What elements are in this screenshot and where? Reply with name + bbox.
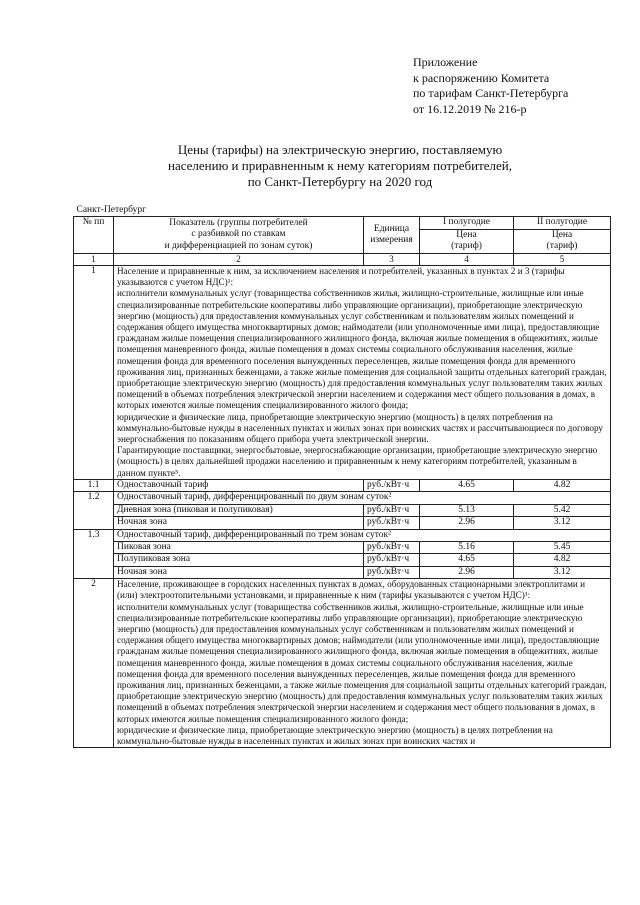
row-unit: руб./кВт·ч [364,554,420,566]
header-tariff-2: (тариф) [514,241,611,253]
row-label: Ночная зона [114,517,364,529]
section-paragraph: юридические и физические лица, приобретающие электрическую энергию (мощность) в целях потребления на коммунально-бытовые нужды в населенных пунктах и жилых зонах при воинских частях и рассчитывающиеся по договору энергоснабжения по показаниям общего прибора учета электрической энергии. [117,411,604,445]
row-price-half2: 3.12 [514,566,611,578]
row-label: Дневная зона (пиковая и полупиковая) [114,504,364,516]
row-unit: руб./кВт·ч [364,504,420,516]
header-price-1: Цена [420,229,514,241]
section-number: 2 [74,579,114,748]
row-label: Пиковая зона [114,541,364,553]
header-indicator-line: и дифференциацией по зонам суток) [164,240,313,251]
row-price-half2: 4.82 [514,554,611,566]
appendix-header [413,55,568,117]
section-paragraph: исполнители коммунальных услуг (товарищества собственников жилья, жилищно-строительные, жилищные или иные специализированные потребительские кооперативы либо управляющие организации), приобретающие электрическую энергию (мощность) для предоставления коммунальных услуг собственникам и пользователям жилых помещений и содержания общего имущества многоквартирных домов; наймодатели (или уполномоченные ими лица), предоставляющие гражданам жилые помещения специализированного жилищного фонда, включая жилые помещения в общежитиях, жилые помещения маневренного фонда, жилые помещения в домах системы социального обслуживания населения, жилые помещения фонда для временного поселения вынужденных переселенцев, жилые помещения фонда для временного проживания лиц, признанных беженцами, а также жилые помещения для социальной защиты отдельных категорий граждан, приобретающие электрическую энергию (мощность) для предоставления коммунальных услуг пользователям таких жилых помещений в объемах потребления электрической энергии населением и содержания мест общего пользования в домах, в которых имеются жилые помещения специализированного жилого фонда; [117,601,607,724]
row-price-half1: 2.96 [420,566,514,578]
column-number: 4 [420,253,514,265]
appendix-line: Приложение [413,55,478,69]
column-number: 1 [74,253,114,265]
header-indicator-line: с разбивкой по ставкам [191,229,286,240]
header-unit [364,217,420,253]
row-label: Ночная зона [114,566,364,578]
header-indicator [114,217,364,253]
section-paragraph: Население, проживающее в городских населенных пунктах в домах, оборудованных стационарными электроплитами и (или) электроотопительными установками, и приравненные к ним (тарифы указываются с учетом НДС)¹: [117,579,586,601]
header-unit-line: измерения [370,235,413,246]
row-price-half1: 2.96 [420,517,514,529]
row-label: Одноставочный тариф [114,479,364,491]
column-number: 3 [364,253,420,265]
row-price-half1: 5.13 [420,504,514,516]
header-num: № пп [74,217,114,253]
appendix-line: от 16.12.2019 № 216-р [413,101,527,116]
row-price-half1: 4.65 [420,479,514,491]
section-description [114,266,611,480]
header-half2: II полугодие [514,217,611,229]
row-number: 1.1 [74,479,114,491]
section-paragraph: юридические и физические лица, приобретающие электрическую энергию (мощность) в целях потребления на коммунально-бытовые нужды в населенных пунктах и жилых зонах при воинских частях и [117,724,553,746]
row-price-half2: 3.12 [514,517,611,529]
tariff-table [73,204,611,748]
row-price-half1: 4.65 [420,554,514,566]
row-number: 1.2 [74,492,114,529]
title-line: населению и приравненным к нему категориям потребителей, [167,158,513,173]
title-line: Цены (тарифы) на электрическую энергию, поставляемую [177,142,503,157]
row-number: 1.3 [74,529,114,579]
row-unit: руб./кВт·ч [364,517,420,529]
document-title [40,142,640,190]
header-unit-line: Единица [373,223,410,234]
appendix-line: по тарифам Санкт-Петербурга [413,86,569,100]
title-line: по Санкт-Петербургу на 2020 год [247,174,433,189]
header-price-2: Цена [514,229,611,241]
section-paragraph: исполнители коммунальных услуг (товарищества собственников жилья, жилищно-строительные, жилищные или иные специализированные потребительские кооперативы либо управляющие организации), приобретающие электрическую энергию (мощность) для предоставления коммунальных услуг собственникам и пользователям жилых помещений и содержания общего имущества многоквартирных домов; наймодатели (или уполномоченные ими лица), предоставляющие гражданам жилые помещения специализированного жилищного фонда, включая жилые помещения в общежитиях, жилые помещения маневренного фонда, жилые помещения в домах системы социального обслуживания населения, жилые помещения фонда для временного поселения вынужденных переселенцев, жилые помещения фонда для временного проживания лиц, признанных беженцами, а также жилые помещения для социальной защиты отдельных категорий граждан, приобретающие электрическую энергию (мощность) для предоставления коммунальных услуг пользователям таких жилых помещений в объемах потребления электрической энергии населением и содержания мест общего пользования в домах, в которых имеются жилые помещения специализированного жилого фонда; [117,288,607,411]
row-label: Одноставочный тариф, дифференцированный по трем зонам суток² [114,529,611,541]
row-unit: руб./кВт·ч [364,541,420,553]
header-indicator-line: Показатель (группы потребителей [169,217,308,228]
region-label: Санкт-Петербург [74,204,611,217]
row-price-half2: 4.82 [514,479,611,491]
row-price-half1: 5.16 [420,541,514,553]
row-unit: руб./кВт·ч [364,479,420,491]
header-tariff-1: (тариф) [420,241,514,253]
column-number: 5 [514,253,611,265]
section-description [114,579,611,748]
row-label: Одноставочный тариф, дифференцированный по двум зонам суток² [114,492,611,504]
row-price-half2: 5.42 [514,504,611,516]
section-paragraph: Население и приравненные к ним, за исключением населения и потребителей, указанных в пунктах 2 и 3 (тарифы указываются с учетом НДС)¹: [117,266,565,288]
row-unit: руб./кВт·ч [364,566,420,578]
row-label: Полупиковая зона [114,554,364,566]
column-number: 2 [114,253,364,265]
section-paragraph: Гарантирующие поставщики, энергосбытовые, энергоснабжающие организации, приобретающие электрическую энергию (мощность) в целях дальнейшей продажи населению и приравненным к нему категориям потребителей, указанным в данном пункте⁵. [117,445,598,478]
header-half1: I полугодие [420,217,514,229]
row-price-half2: 5.45 [514,541,611,553]
appendix-line: к распоряжению Комитета [413,70,550,85]
section-number: 1 [74,266,114,480]
